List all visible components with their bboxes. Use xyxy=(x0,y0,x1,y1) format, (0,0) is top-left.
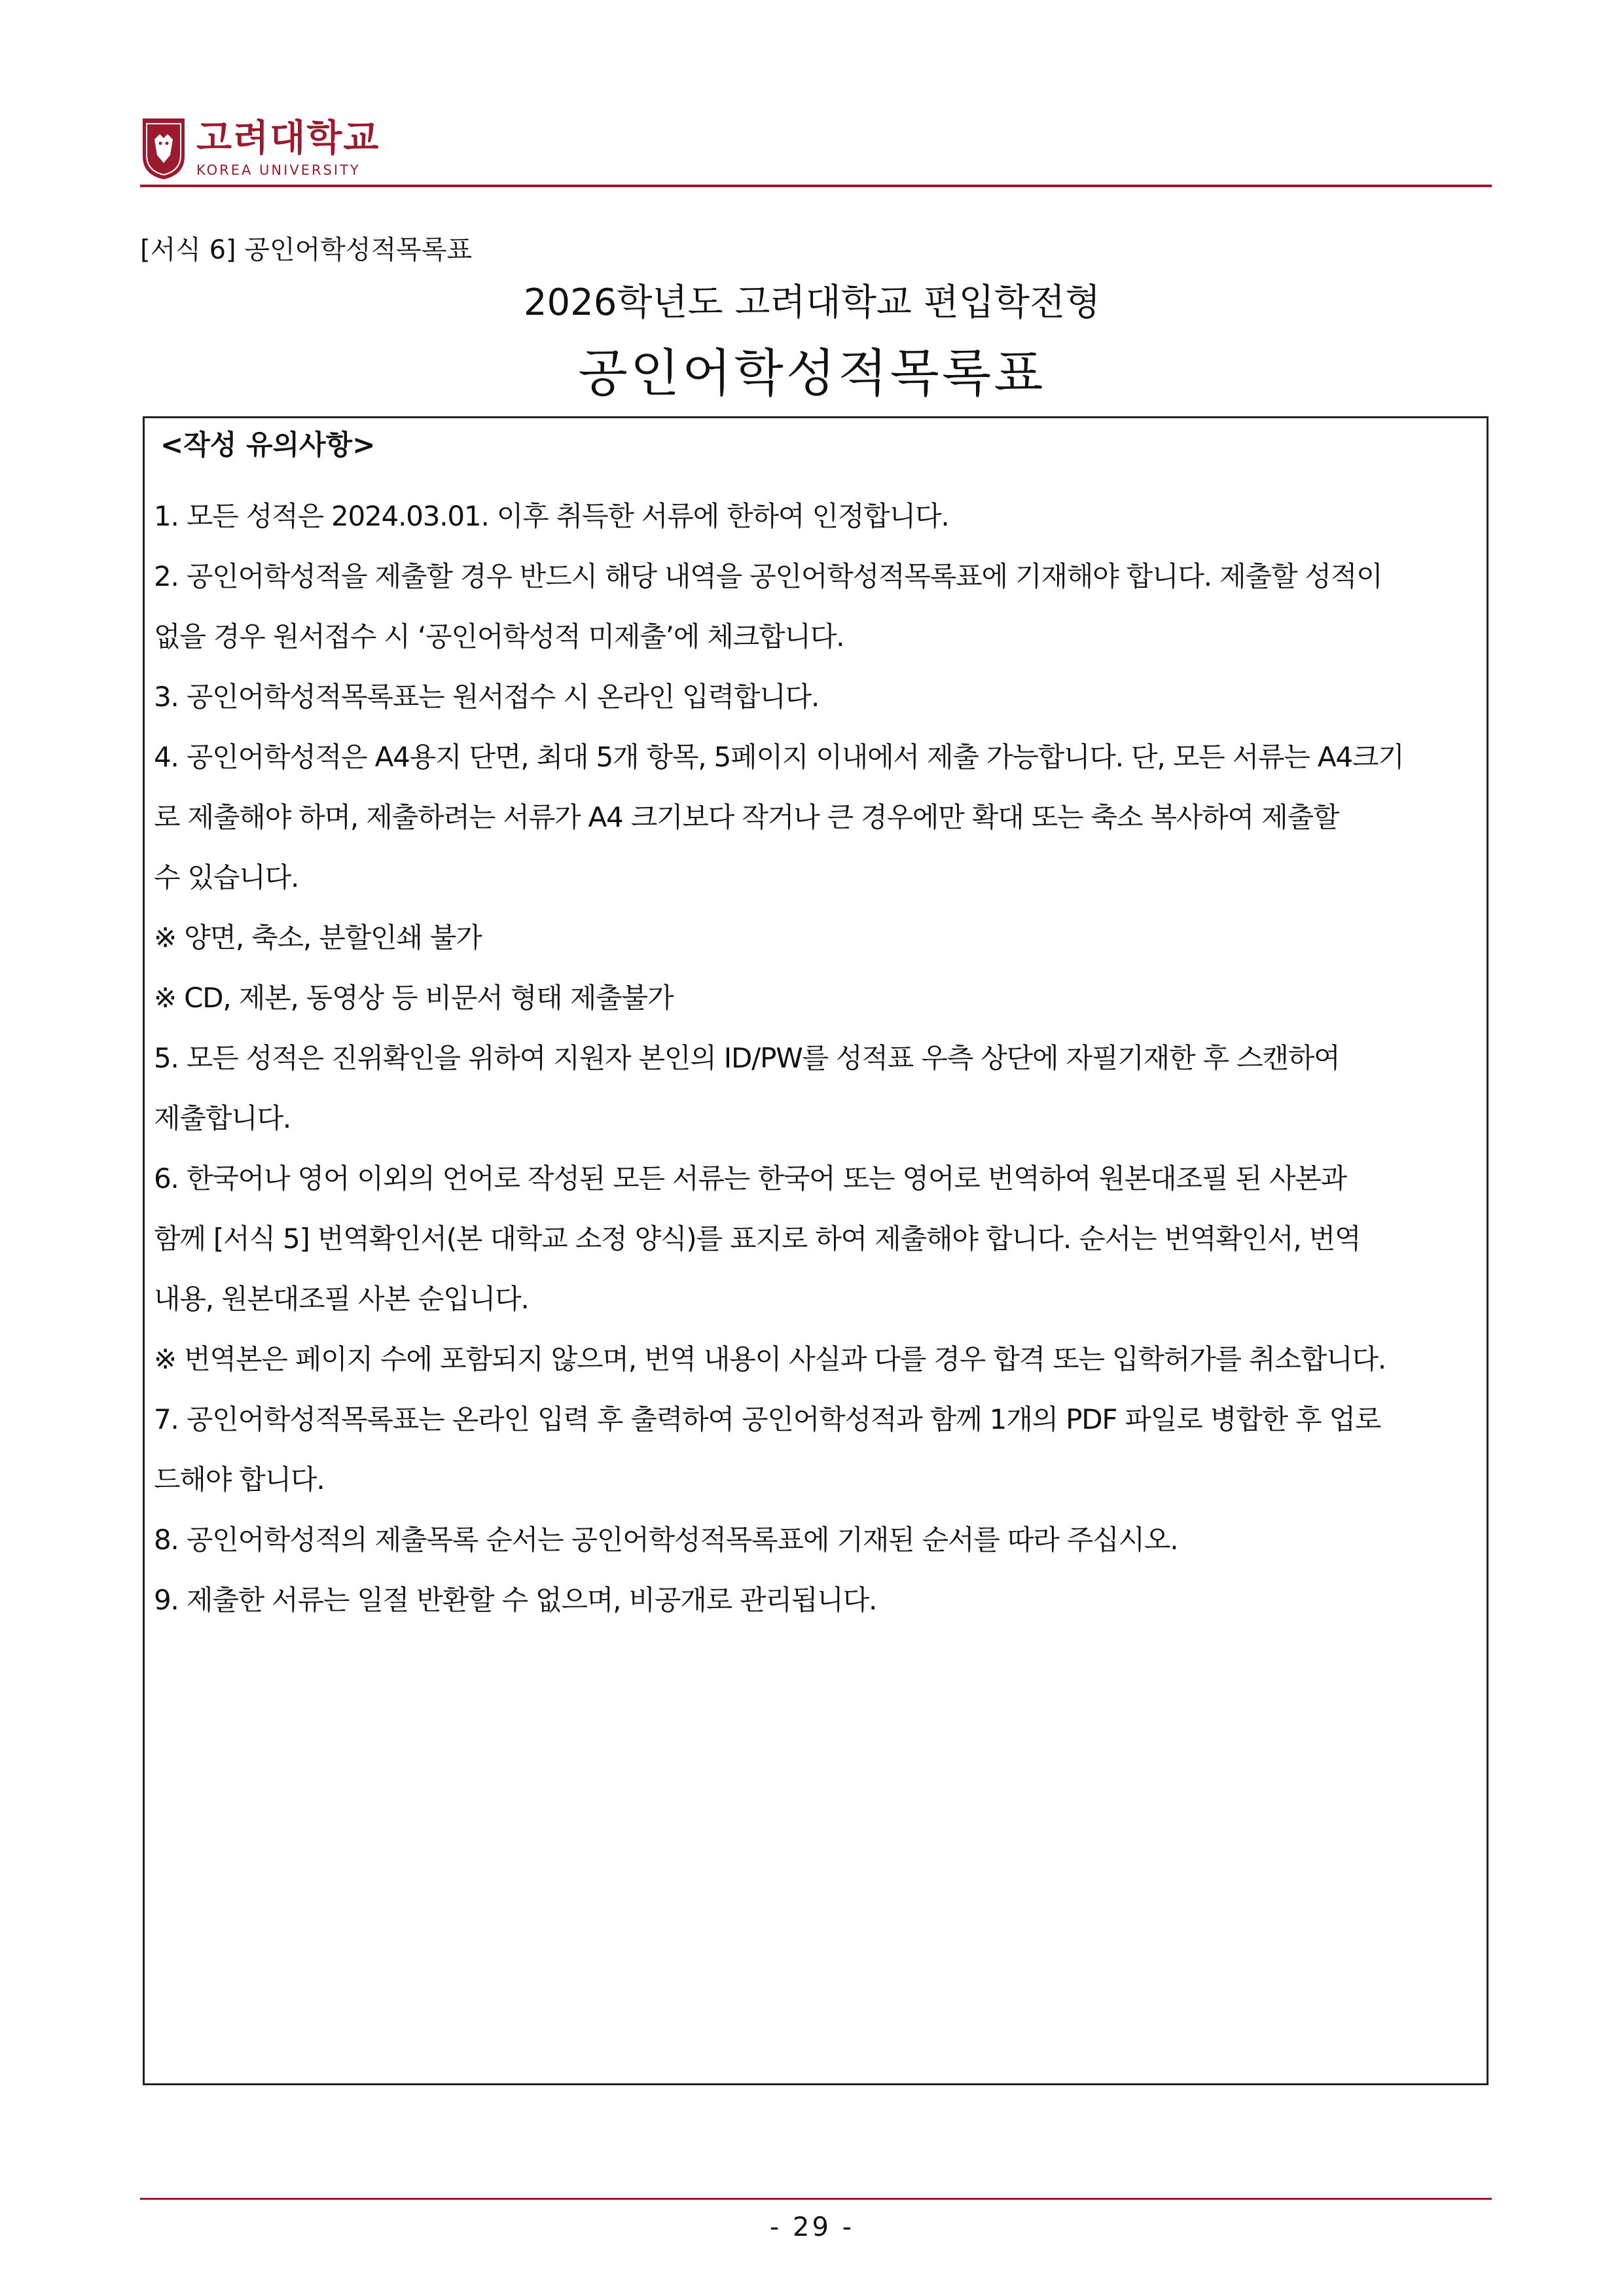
notice-line: 없을 경우 원서접수 시 ‘공인어학성적 미제출’에 체크합니다. xyxy=(154,620,844,653)
notice-line: 2. 공인어학성적을 제출할 경우 반드시 해당 내역을 공인어학성적목록표에 기재해야 합니다. 제출할 성적이 xyxy=(154,560,1382,592)
university-name-english: KOREA UNIVERSITY xyxy=(196,162,361,178)
notice-line: 로 제출해야 하며, 제출하려는 서류가 A4 크기보다 작거나 큰 경우에만 확대 또는 축소 복사하여 제출할 xyxy=(154,801,1339,833)
notice-line: 6. 한국어나 영어 이외의 언어로 작성된 모든 서류는 한국어 또는 영어로 번역하여 원본대조필 된 사본과 xyxy=(154,1162,1347,1194)
notice-line: 제출합니다. xyxy=(154,1102,291,1134)
notice-line: 7. 공인어학성적목록표는 온라인 입력 후 출력하여 공인어학성적과 함께 1개의 PDF 파일로 병합한 후 업로 xyxy=(154,1403,1381,1435)
notice-line: 1. 모든 성적은 2024.03.01. 이후 취득한 서류에 한하여 인정합니다. xyxy=(154,500,949,532)
document-subtitle: 2026학년도 고려대학교 편입학전형 xyxy=(523,281,1101,324)
notice-line: 9. 제출한 서류는 일절 반환할 수 없으며, 비공개로 관리됩니다. xyxy=(154,1584,877,1616)
notice-heading: <작성 유의사항> xyxy=(160,429,376,461)
notice-box xyxy=(143,416,1489,2085)
university-name-korean: 고려대학교 xyxy=(196,117,380,160)
notice-line: 함께 [서식 5] 번역확인서(본 대학교 소정 양식)를 표지로 하여 제출해야 합니다. 순서는 번역확인서, 번역 xyxy=(154,1223,1361,1255)
form-label: [서식 6] 공인어학성적목록표 xyxy=(140,235,473,265)
notice-line: ※ CD, 제본, 동영상 등 비문서 형태 제출불가 xyxy=(154,982,674,1014)
notice-line: 8. 공인어학성적의 제출목록 순서는 공인어학성적목록표에 기재된 순서를 따라 주십시오. xyxy=(154,1524,1178,1556)
document-title: 공인어학성적목록표 xyxy=(578,344,1046,403)
header-divider xyxy=(140,185,1492,187)
notice-line: 3. 공인어학성적목록표는 원서접수 시 온라인 입력합니다. xyxy=(154,681,820,713)
notice-line: 내용, 원본대조필 사본 순입니다. xyxy=(154,1283,529,1315)
notice-line: 드해야 합니다. xyxy=(154,1463,325,1496)
header xyxy=(140,113,380,185)
notice-list xyxy=(154,486,1480,1630)
notice-line: 수 있습니다. xyxy=(154,861,299,893)
notice-line: 4. 공인어학성적은 A4용지 단면, 최대 5개 항목, 5페이지 이내에서 제출 가능합니다. 단, 모든 서류는 A4크기 xyxy=(154,741,1404,773)
notice-line: ※ 양면, 축소, 분할인쇄 불가 xyxy=(154,922,482,954)
university-emblem-icon xyxy=(140,116,187,181)
footer-divider xyxy=(140,2198,1492,2200)
page-number: - 29 - xyxy=(769,2212,855,2242)
notice-line: 5. 모든 성적은 진위확인을 위하여 지원자 본인의 ID/PW를 성적표 우측 상단에 자필기재한 후 스캔하여 xyxy=(154,1042,1340,1074)
notice-line: ※ 번역본은 페이지 수에 포함되지 않으며, 번역 내용이 사실과 다를 경우 합격 또는 입학허가를 취소합니다. xyxy=(154,1343,1386,1375)
logo-text xyxy=(196,117,380,178)
